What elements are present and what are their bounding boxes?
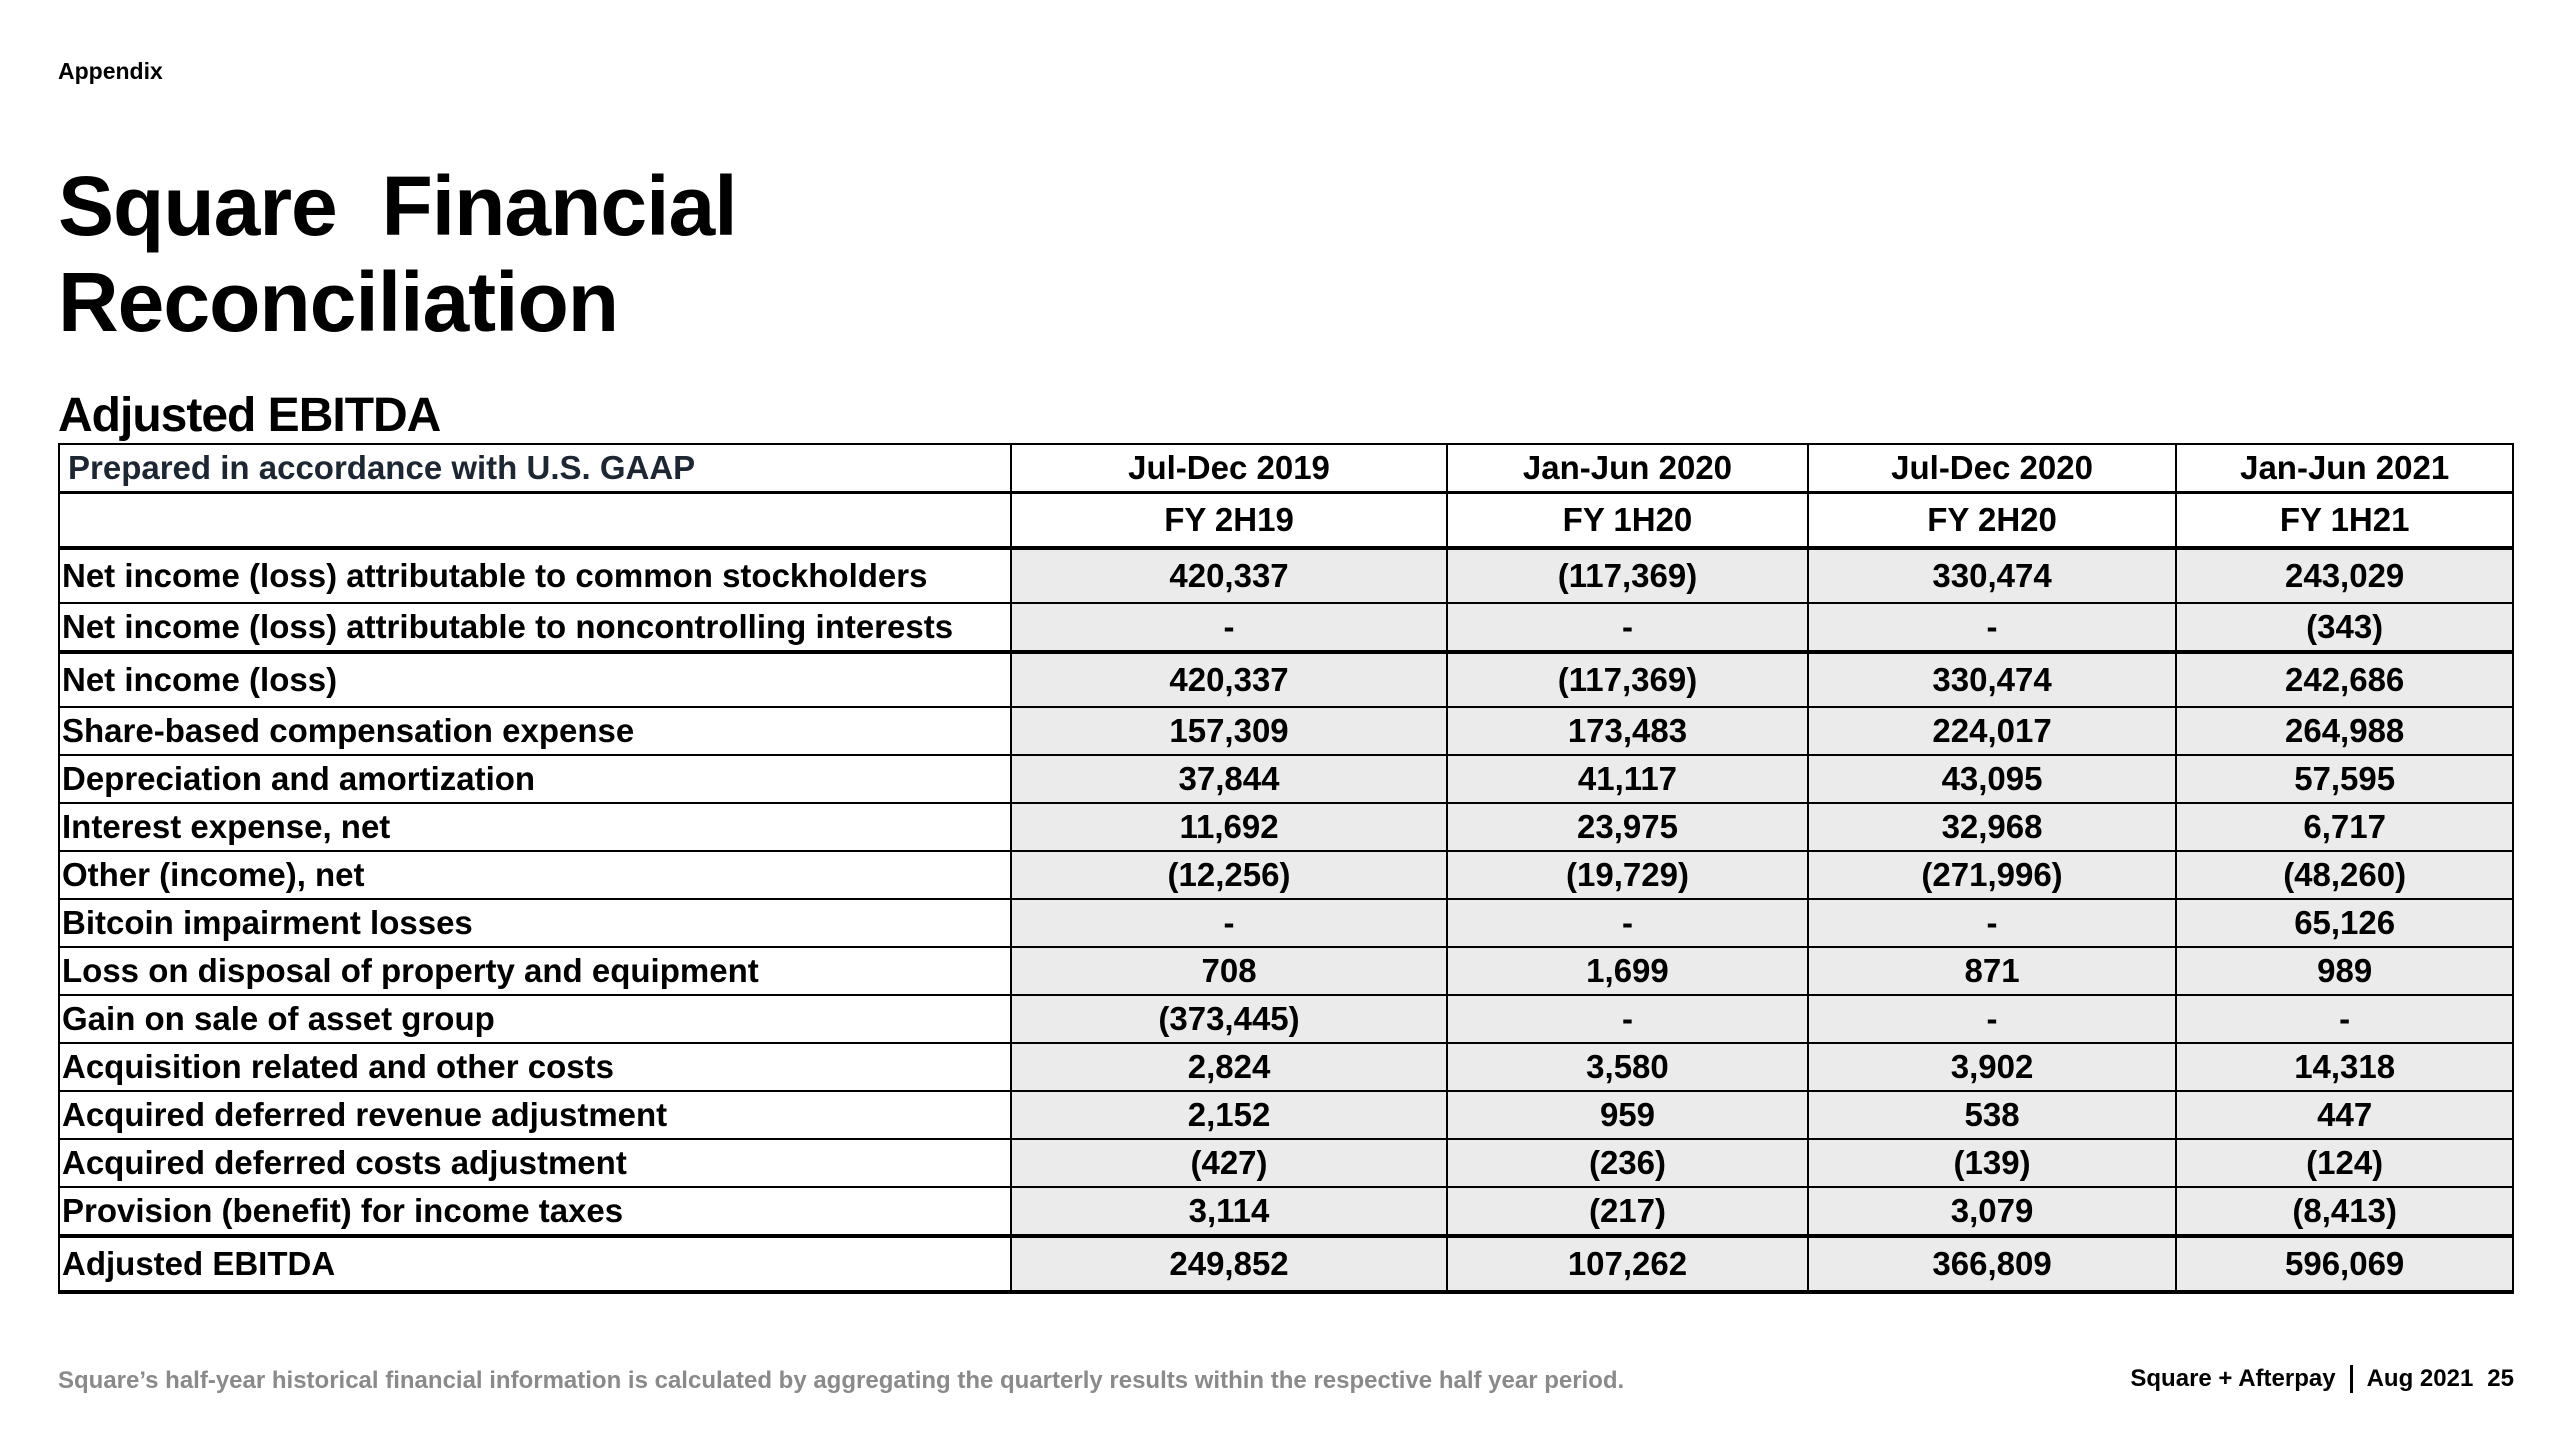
row-label: Interest expense, net bbox=[59, 803, 1011, 851]
value-cell: 596,069 bbox=[2176, 1236, 2513, 1292]
value-cell: - bbox=[1011, 899, 1447, 947]
value-cell: - bbox=[1011, 603, 1447, 652]
value-cell: 989 bbox=[2176, 947, 2513, 995]
value-cell: 3,079 bbox=[1808, 1187, 2177, 1236]
value-cell: 242,686 bbox=[2176, 652, 2513, 707]
gaap-label-header: Prepared in accordance with U.S. GAAP bbox=[59, 444, 1011, 493]
value-cell: 420,337 bbox=[1011, 548, 1447, 603]
table-row bbox=[59, 1139, 2513, 1187]
table-row bbox=[59, 899, 2513, 947]
value-cell: - bbox=[1447, 603, 1808, 652]
table-row bbox=[59, 652, 2513, 707]
value-cell: 538 bbox=[1808, 1091, 2177, 1139]
value-cell: (124) bbox=[2176, 1139, 2513, 1187]
value-cell: 3,580 bbox=[1447, 1043, 1808, 1091]
fiscal-header: FY 2H19 bbox=[1011, 493, 1447, 549]
value-cell: - bbox=[1808, 899, 2177, 947]
value-cell: (8,413) bbox=[2176, 1187, 2513, 1236]
value-cell: 57,595 bbox=[2176, 755, 2513, 803]
fiscal-header: FY 1H21 bbox=[2176, 493, 2513, 549]
row-label: Other (income), net bbox=[59, 851, 1011, 899]
value-cell: 37,844 bbox=[1011, 755, 1447, 803]
section-label: Appendix bbox=[58, 58, 163, 84]
reconciliation-table bbox=[58, 443, 2514, 1294]
value-cell: 264,988 bbox=[2176, 707, 2513, 755]
table-row bbox=[59, 548, 2513, 603]
row-label: Share-based compensation expense bbox=[59, 707, 1011, 755]
value-cell: 249,852 bbox=[1011, 1236, 1447, 1292]
value-cell: - bbox=[1808, 995, 2177, 1043]
value-cell: 43,095 bbox=[1808, 755, 2177, 803]
value-cell: 871 bbox=[1808, 947, 2177, 995]
row-label: Net income (loss) bbox=[59, 652, 1011, 707]
row-label: Acquisition related and other costs bbox=[59, 1043, 1011, 1091]
table-row bbox=[59, 851, 2513, 899]
value-cell: 243,029 bbox=[2176, 548, 2513, 603]
value-cell: 65,126 bbox=[2176, 899, 2513, 947]
value-cell: 224,017 bbox=[1808, 707, 2177, 755]
table-subtitle: Adjusted EBITDA bbox=[58, 389, 441, 442]
value-cell: 6,717 bbox=[2176, 803, 2513, 851]
value-cell: (343) bbox=[2176, 603, 2513, 652]
value-cell: (373,445) bbox=[1011, 995, 1447, 1043]
row-label: Bitcoin impairment losses bbox=[59, 899, 1011, 947]
empty-header-cell bbox=[59, 493, 1011, 549]
value-cell: (117,369) bbox=[1447, 548, 1808, 603]
table-row bbox=[59, 755, 2513, 803]
fiscal-header-row bbox=[59, 493, 2513, 549]
value-cell: 2,824 bbox=[1011, 1043, 1447, 1091]
value-cell: 157,309 bbox=[1011, 707, 1447, 755]
value-cell: - bbox=[1447, 995, 1808, 1043]
table-row bbox=[59, 603, 2513, 652]
value-cell: 3,114 bbox=[1011, 1187, 1447, 1236]
brand-name: Square + Afterpay bbox=[2130, 1365, 2336, 1392]
value-cell: 708 bbox=[1011, 947, 1447, 995]
value-cell: (217) bbox=[1447, 1187, 1808, 1236]
value-cell: (12,256) bbox=[1011, 851, 1447, 899]
table-row bbox=[59, 1187, 2513, 1236]
title-line-1: Square Financial bbox=[58, 159, 737, 253]
fiscal-header: FY 1H20 bbox=[1447, 493, 1808, 549]
value-cell: - bbox=[2176, 995, 2513, 1043]
title-line-2: Reconciliation bbox=[58, 255, 619, 349]
footer-brand bbox=[2130, 1365, 2514, 1393]
row-label: Net income (loss) attributable to common stockholders bbox=[59, 548, 1011, 603]
value-cell: 32,968 bbox=[1808, 803, 2177, 851]
value-cell: (427) bbox=[1011, 1139, 1447, 1187]
total-row bbox=[59, 1236, 2513, 1292]
period-header: Jul-Dec 2019 bbox=[1011, 444, 1447, 493]
row-label: Acquired deferred revenue adjustment bbox=[59, 1091, 1011, 1139]
page-title bbox=[58, 158, 737, 350]
table-row bbox=[59, 947, 2513, 995]
period-header: Jul-Dec 2020 bbox=[1808, 444, 2177, 493]
table-row bbox=[59, 1043, 2513, 1091]
value-cell: (271,996) bbox=[1808, 851, 2177, 899]
period-header-row bbox=[59, 444, 2513, 493]
value-cell: (117,369) bbox=[1447, 652, 1808, 707]
row-label: Adjusted EBITDA bbox=[59, 1236, 1011, 1292]
value-cell: 959 bbox=[1447, 1091, 1808, 1139]
value-cell: 3,902 bbox=[1808, 1043, 2177, 1091]
table-row bbox=[59, 1091, 2513, 1139]
row-label: Depreciation and amortization bbox=[59, 755, 1011, 803]
value-cell: 2,152 bbox=[1011, 1091, 1447, 1139]
value-cell: 420,337 bbox=[1011, 652, 1447, 707]
value-cell: (236) bbox=[1447, 1139, 1808, 1187]
footer-divider bbox=[2350, 1365, 2353, 1393]
row-label: Gain on sale of asset group bbox=[59, 995, 1011, 1043]
row-label: Provision (benefit) for income taxes bbox=[59, 1187, 1011, 1236]
value-cell: 173,483 bbox=[1447, 707, 1808, 755]
value-cell: - bbox=[1808, 603, 2177, 652]
period-header: Jan-Jun 2020 bbox=[1447, 444, 1808, 493]
row-label: Loss on disposal of property and equipment bbox=[59, 947, 1011, 995]
table-row bbox=[59, 803, 2513, 851]
value-cell: 366,809 bbox=[1808, 1236, 2177, 1292]
footer-date: Aug 2021 bbox=[2366, 1365, 2474, 1392]
value-cell: 11,692 bbox=[1011, 803, 1447, 851]
value-cell: 14,318 bbox=[2176, 1043, 2513, 1091]
fiscal-header: FY 2H20 bbox=[1808, 493, 2177, 549]
value-cell: 330,474 bbox=[1808, 652, 2177, 707]
value-cell: (139) bbox=[1808, 1139, 2177, 1187]
table-row bbox=[59, 995, 2513, 1043]
value-cell: 41,117 bbox=[1447, 755, 1808, 803]
value-cell: 330,474 bbox=[1808, 548, 2177, 603]
value-cell: (19,729) bbox=[1447, 851, 1808, 899]
value-cell: 107,262 bbox=[1447, 1236, 1808, 1292]
table-row bbox=[59, 707, 2513, 755]
value-cell: 447 bbox=[2176, 1091, 2513, 1139]
row-label: Acquired deferred costs adjustment bbox=[59, 1139, 1011, 1187]
value-cell: (48,260) bbox=[2176, 851, 2513, 899]
page-number: 25 bbox=[2487, 1365, 2514, 1392]
row-label: Net income (loss) attributable to noncontrolling interests bbox=[59, 603, 1011, 652]
period-header: Jan-Jun 2021 bbox=[2176, 444, 2513, 493]
value-cell: 1,699 bbox=[1447, 947, 1808, 995]
footnote: Square’s half-year historical financial information is calculated by aggregating the quarterly results within the respective half year period. bbox=[58, 1367, 1625, 1394]
value-cell: - bbox=[1447, 899, 1808, 947]
value-cell: 23,975 bbox=[1447, 803, 1808, 851]
